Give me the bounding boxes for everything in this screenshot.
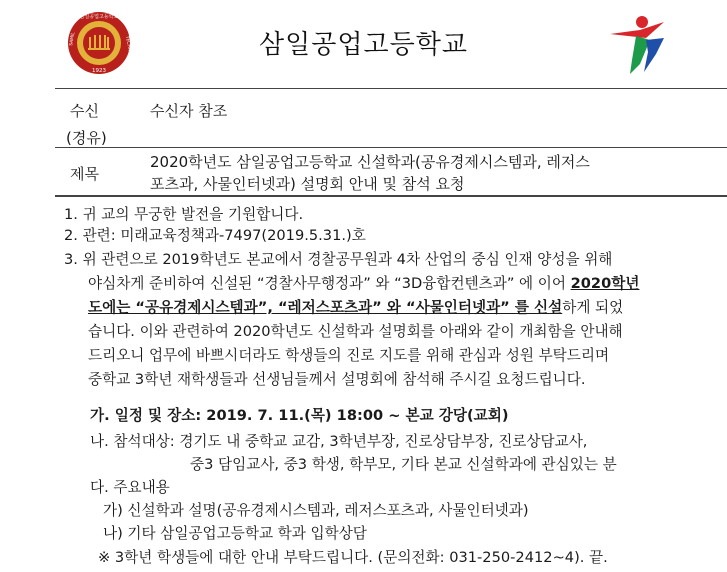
subject-divider: [55, 195, 727, 197]
item-na-attendees-line-2: 중3 담임교사, 중3 학생, 학부모, 기타 본교 신설학과에 관심있는 분: [190, 456, 617, 473]
via-divider: [55, 147, 727, 148]
paragraph-1: 1. 귀 교의 무궁한 발전을 기원합니다.: [64, 206, 304, 223]
closing-note: ※ 3학년 학생들에 대한 안내 부탁드립니다. (문의전화: 031-250-2412~4). 끝.: [98, 549, 608, 566]
runner-emblem-icon: [606, 14, 668, 76]
item-da-sub-1: 가) 신설학과 설명(공유경제시스템과, 레저스포츠과, 사물인터넷과): [103, 502, 529, 519]
seal-left-text: SAMIL: [69, 31, 77, 47]
paragraph-3-line-6: 중학교 3학년 재학생들과 선생님들께서 설명회에 참석해 주시길 요청드립니다.: [88, 371, 586, 388]
item-da-contents: 다. 주요내용: [90, 479, 170, 496]
paragraph-3-highlight-depts: 도에는 “공유경제시스템과”, “레저스포츠과” 와 “사물인터넷과” 를 신설: [88, 299, 563, 316]
via-label: (경유): [66, 129, 107, 147]
paragraph-3-line-2: [88, 272, 639, 293]
seal-top-text: 삼일공업고등학교: [79, 14, 119, 20]
header-divider: [55, 88, 727, 89]
seal-right-text: TECHNICAL: [124, 35, 134, 62]
paragraph-3-line-3-text: 하게 되었: [562, 299, 624, 316]
paragraph-3-line-2-text: 야심차게 준비하여 신설된 “경찰사무행정과” 와 “3D융합컨텐츠과” 에 이어: [88, 275, 571, 292]
receiver-value: 수신자 참조: [150, 102, 228, 120]
paragraph-3-line-3: [88, 296, 623, 317]
subject-line-1: 2020학년도 삼일공업고등학교 신설학과(공유경제시스템과, 레저스: [150, 153, 590, 171]
paragraph-3-line-4: 습니다. 이와 관련하여 2020학년도 신설학과 설명회를 아래와 같이 개최함을 안내해: [88, 323, 623, 340]
item-ga-schedule: 가. 일정 및 장소: 2019. 7. 11.(목) 18:00 ~ 본교 강당(교회): [90, 407, 509, 424]
receiver-label: 수신: [70, 102, 99, 120]
paragraph-2: 2. 관련: 미래교육정책과-7497(2019.5.31.)호: [64, 227, 366, 244]
school-name-title: 삼일공업고등학교: [259, 30, 468, 60]
paragraph-3-line-1: 3. 위 관련으로 2019학년도 본교에서 경찰공무원과 4차 산업의 중심 인재 양성을 위해: [64, 251, 613, 268]
paragraph-3-highlight-year: 2020학년: [570, 275, 640, 292]
item-na-attendees-line-1: 나. 참석대상: 경기도 내 중학교 교감, 3학년부장, 진로상담부장, 진로상담교사,: [90, 433, 588, 450]
seal-year: 1923: [92, 68, 106, 74]
subject-label: 제목: [70, 165, 99, 183]
subject-line-2: 포츠과, 사물인터넷과) 설명회 안내 및 참석 요청: [150, 175, 465, 193]
paragraph-3-line-5: 드리오니 업무에 바쁘시더라도 학생들의 진로 지도를 위해 관심과 성원 부탁드리며: [88, 347, 610, 364]
item-da-sub-2: 나) 기타 삼일공업고등학교 학과 입학상담: [103, 525, 367, 542]
